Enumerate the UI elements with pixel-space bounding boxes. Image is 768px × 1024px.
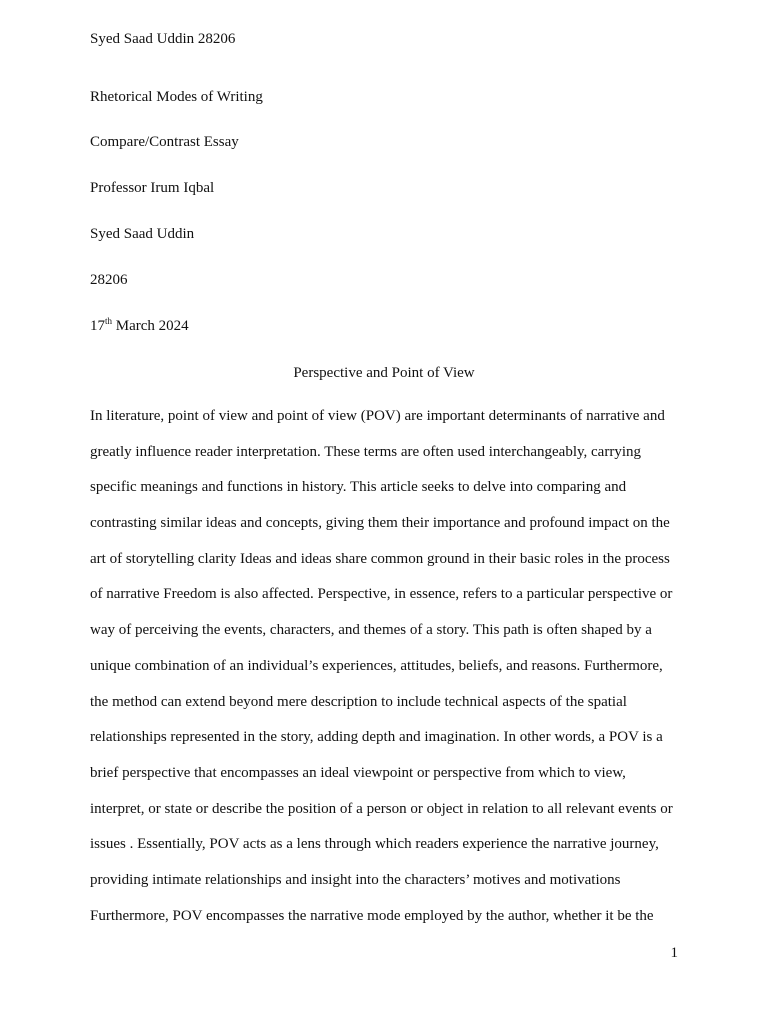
body-line: providing intimate relationships and insight into the characters’ motives and motivations — [90, 871, 621, 888]
professor-name: Professor Irum Iqbal — [90, 180, 215, 196]
body-line: In literature, point of view and point of view (POV) are important determinants of narrative and — [90, 408, 665, 424]
page-number: 1 — [670, 945, 678, 961]
body-line: relationships represented in the story, adding depth and imagination. In other words, a POV is a — [90, 729, 663, 746]
submission-date — [90, 316, 189, 336]
body-line: unique combination of an individual’s experiences, attitudes, beliefs, and reasons. Furthermore, — [90, 657, 663, 674]
body-line: Furthermore, POV encompasses the narrative mode employed by the author, whether it be the — [90, 907, 654, 924]
date-ordinal-suffix: th — [105, 316, 113, 326]
body-line: interpret, or state or describe the position of a person or object in relation to all relevant events or — [90, 800, 673, 817]
date-month-year: March 2024 — [112, 318, 189, 334]
body-line: contrasting similar ideas and concepts, giving them their importance and profound impact on the — [90, 515, 670, 532]
running-header: Syed Saad Uddin 28206 — [90, 31, 236, 47]
student-id: 28206 — [90, 272, 128, 288]
body-line: greatly influence reader interpretation. These terms are often used interchangeably, carrying — [90, 443, 641, 460]
date-day: 17 — [90, 318, 105, 334]
assignment-type: Compare/Contrast Essay — [90, 134, 239, 150]
body-line: way of perceiving the events, characters, and themes of a story. This path is often shaped by a — [90, 622, 652, 639]
body-line: specific meanings and functions in history. This article seeks to delve into comparing and — [90, 479, 627, 496]
course-name: Rhetorical Modes of Writing — [90, 89, 263, 105]
body-line: issues . Essentially, POV acts as a lens through which readers experience the narrative journey, — [90, 836, 659, 853]
body-line: brief perspective that encompasses an ideal viewpoint or perspective from which to view, — [90, 764, 626, 781]
body-line: of narrative Freedom is also affected. Perspective, in essence, refers to a particular perspective or — [90, 586, 673, 603]
essay-title: Perspective and Point of View — [293, 365, 475, 381]
student-name: Syed Saad Uddin — [90, 226, 195, 242]
body-line: the method can extend beyond mere description to include technical aspects of the spatial — [90, 693, 627, 710]
body-line: art of storytelling clarity Ideas and ideas share common ground in their basic roles in the process — [90, 550, 670, 567]
essay-body — [90, 399, 690, 934]
